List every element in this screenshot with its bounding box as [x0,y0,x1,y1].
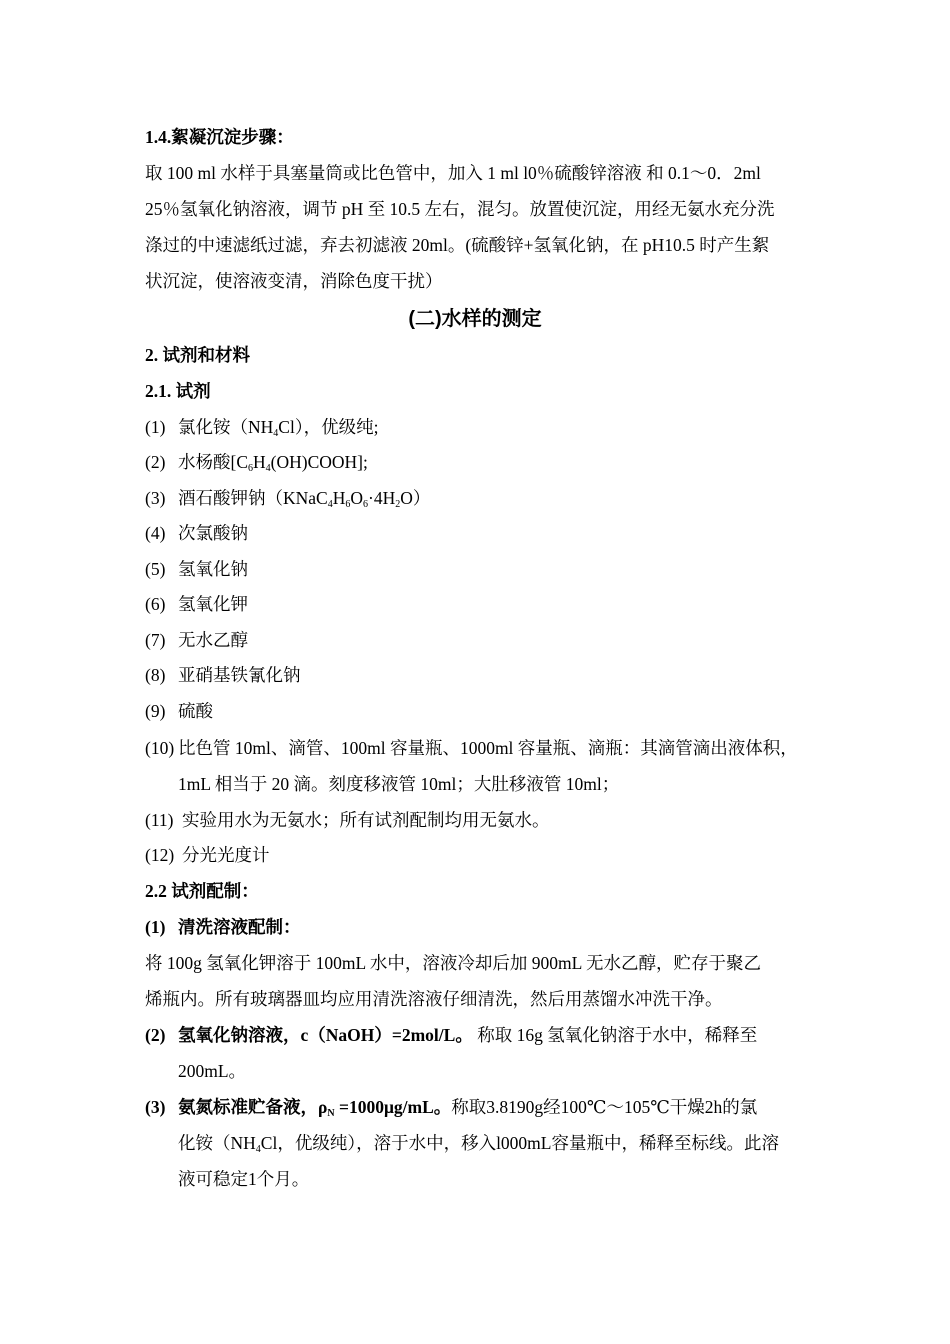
prep-item-1-line-1: 将 100g 氢氧化钾溶于 100mL 水中，溶液冷却后加 900mL 无水乙醇，贮存于聚乙 [145,953,762,973]
reagent-item-10-continuation: 1mL 相当于 20 滴。刻度移液管 10ml；大肚移液管 10ml； [178,774,620,794]
item-number: (1) [145,417,166,437]
prep-item-1-heading: (1) 清洗溶液配制： [145,917,301,937]
prep-item-1-line-2: 烯瓶内。所有玻璃器皿均应用清洗溶液仔细清洗，然后用蒸馏水冲洗干净。 [145,989,723,1009]
prep-item-3-continuation-1: 化铵（$NH_4Cl$，优级纯），溶于水中，移入l000mL容量瓶中，稀释至标线。此溶 [178,1133,779,1155]
reagent-item-1: (1) 氯化铵$(NH_4Cl)$，优级纯; [145,417,379,439]
reagent-item-5: (5) 氢氧化钠 [145,559,248,579]
item-number: (4) [145,523,166,543]
section-1-4-heading: 1.4.絮凝沉淀步骤： [145,127,294,147]
section-2-1-heading: 2.1. 试剂 [145,381,211,401]
item-number: (1) [145,917,166,937]
item-number: (5) [145,559,166,579]
reagent-item-11: (11) 实验用水为无氨水；所有试剂配制均用无氨水。 [145,810,550,830]
prep-item-3-continuation-2: 液可稳定1个月。 [178,1169,310,1189]
prep-item-2-continuation: 200mL。 [178,1061,247,1081]
reagent-item-7: (7) 无水乙醇 [145,630,248,650]
item-number: (2) [145,1025,166,1045]
paragraph-line-1: 取 100 ml 水样于具塞量筒或比色管中，加入 1 ml l0％硫酸锌溶液 和 0.1～0．2ml [145,163,761,183]
reagent-item-2: (2) 水杨酸$[C_6H_4(OH)COOH]$; [145,452,368,474]
prep-item-2: (2) 氢氧化钠溶液，c（NaOH）=2mol/L。 称取 16g 氢氧化钠溶于水中，稀释至 [145,1025,758,1045]
item-number: (12) [145,845,175,865]
reagent-item-8: (8) 亚硝基铁氰化钠 [145,665,301,685]
paragraph-line-4: 状沉淀，使溶液变清，消除色度干扰） [145,271,443,291]
section-2-2-heading: 2.2 试剂配制： [145,881,259,901]
prep-item-3-title: 氨氮标准贮备液，$\rho_N =1000\mu g/mL$。 [178,1097,452,1119]
prep-item-2-title: 氢氧化钠溶液，c（NaOH）=2mol/L。 [178,1025,473,1045]
item-number: (8) [145,665,166,685]
item-number: (11) [145,810,174,830]
prep-item-3: (3) 氨氮标准贮备液，$\rho_N =1000\mu g/mL$。称取3.8190g经100℃～105℃干燥2h的氯 [145,1097,758,1119]
item-number: (3) [145,1097,166,1117]
section-title: (二)水样的测定 [408,308,542,330]
reagent-item-10: (10) 比色管 10ml、滴管、100ml 容量瓶、1000ml 容量瓶、滴瓶：其滴管滴出液体积， [145,738,798,758]
section-2-heading: 2. 试剂和材料 [145,345,250,365]
reagent-item-12: (12) 分光光度计 [145,845,270,865]
reagent-item-9: (9) 硫酸 [145,701,213,721]
item-number: (7) [145,630,166,650]
item-number: (9) [145,701,166,721]
paragraph-line-3: 涤过的中速滤纸过滤，弃去初滤液 20ml。(硫酸锌+氢氧化钠，在 pH10.5 时产生絮 [145,235,770,255]
reagent-item-4: (4) 次氯酸钠 [145,523,248,543]
item-number: (3) [145,488,166,508]
item-number: (10) [145,738,175,758]
item-number: (2) [145,452,166,472]
paragraph-line-2: 25％氢氧化钠溶液，调节 pH 至 10.5 左右，混匀。放置使沉淀，用经无氨水充分洗 [145,199,775,219]
reagent-item-3: (3) 酒石酸钾钠$(KNaC_4H_6O_6\cdot 4H_2O)$ [145,488,431,510]
item-number: (6) [145,594,166,614]
reagent-item-6: (6) 氢氧化钾 [145,594,248,614]
